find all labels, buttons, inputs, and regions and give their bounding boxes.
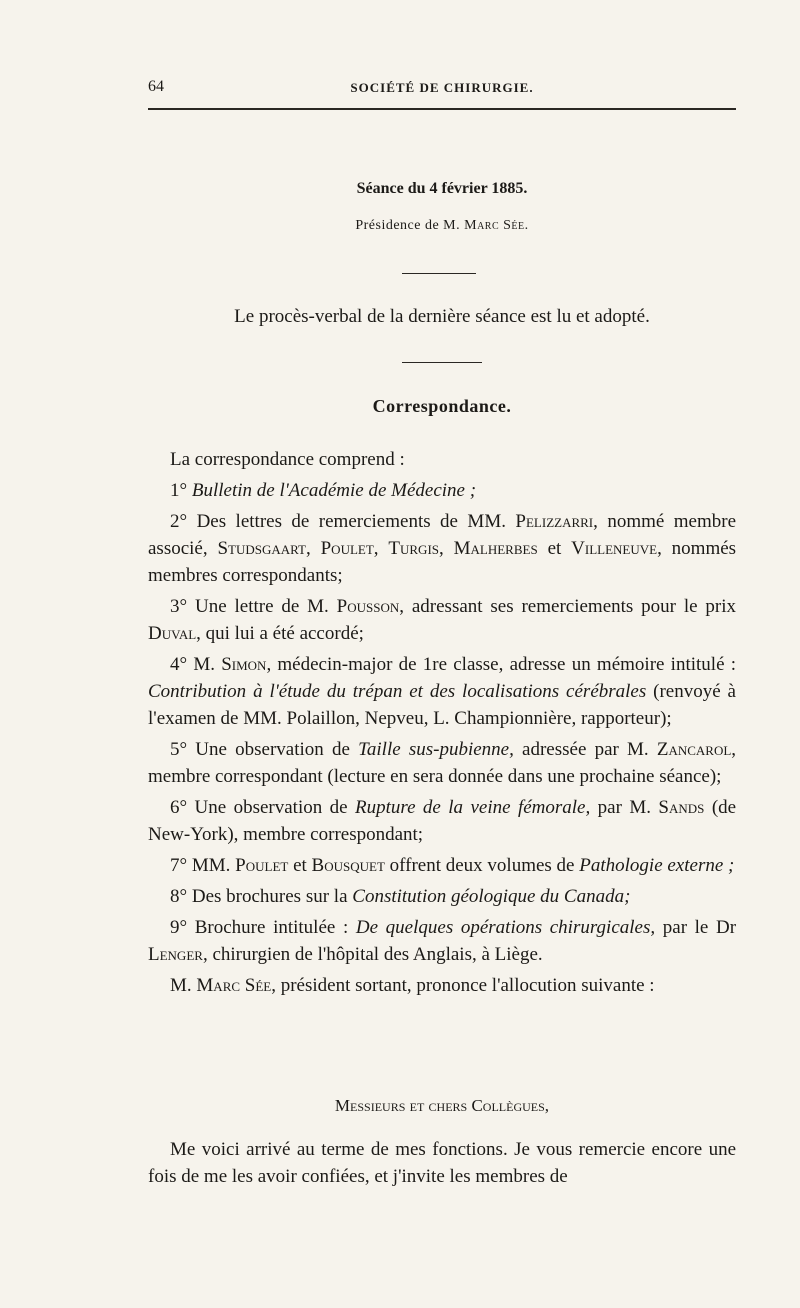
speech-paragraph: Me voici arrivé au terme de mes fonctions. Je vous remercie encore une fois de me les avoir confiées, et j'invite les membres de [148, 1139, 736, 1187]
president-name: Marc Sée. [464, 218, 529, 233]
list-item: 6° Une observation de Rupture de la veine fémorale, par M. Sands (de New-York), membre correspondant; [148, 797, 737, 845]
list-item: 3° Une lettre de M. Pousson, adressant ses remerciements pour le prix Duval, qui lui a été accordé; [148, 596, 737, 644]
correspondence-intro: La correspondance comprend : [170, 449, 405, 470]
running-title: SOCIÉTÉ DE CHIRURGIE. [350, 80, 534, 95]
list-item: 7° MM. Poulet et Bousquet offrent deux volumes de Pathologie externe ; [170, 855, 735, 876]
list-item: 8° Des brochures sur la Constitution géologique du Canada; [170, 886, 631, 907]
list-item: 1° Bulletin de l'Académie de Médecine ; [170, 480, 477, 501]
speech-text [148, 1136, 736, 1190]
correspondence-heading: Correspondance. [372, 396, 512, 416]
separator-rule [402, 273, 476, 274]
list-item: 4° M. Simon, médecin-major de 1re classe, adresse un mémoire intitulé : Contribution à l'étude du trépan et des localisations cérébrales (renvoyé à l'examen de MM. Polaillon, Nepveu, L. Championnière, rapporteur); [148, 654, 736, 729]
list-item: 9° Brochure intitulée : De quelques opérations chirurgicales, par le Dr Lenger, chirurgien de l'hôpital des Anglais, à Liège. [148, 917, 737, 965]
address-salutation: Messieurs et chers Collègues, [334, 1096, 550, 1115]
session-title: Séance du 4 février 1885. [356, 180, 528, 197]
correspondence-list [148, 446, 736, 1003]
list-item: 2° Des lettres de remerciements de MM. Pelizzarri, nommé membre associé, Studsgaart, Poulet, Turgis, Malherbes et Villeneuve, nommés membres correspondants; [148, 511, 737, 586]
presidency-prefix: Présidence de M. [355, 218, 461, 233]
list-item: 5° Une observation de Taille sus-pubienne, adressée par M. Zancarol, membre correspondant (lecture en sera donnée dans une prochaine séance); [148, 739, 737, 787]
presidency-line [148, 218, 736, 234]
separator-rule [402, 362, 482, 363]
running-head [148, 78, 736, 100]
header-rule [148, 108, 736, 110]
address-intro: M. Marc Sée, président sortant, prononce l'allocution suivante : [170, 975, 655, 996]
page-number: 64 [148, 78, 164, 95]
minutes-adopted: Le procès-verbal de la dernière séance est lu et adopté. [234, 306, 650, 327]
